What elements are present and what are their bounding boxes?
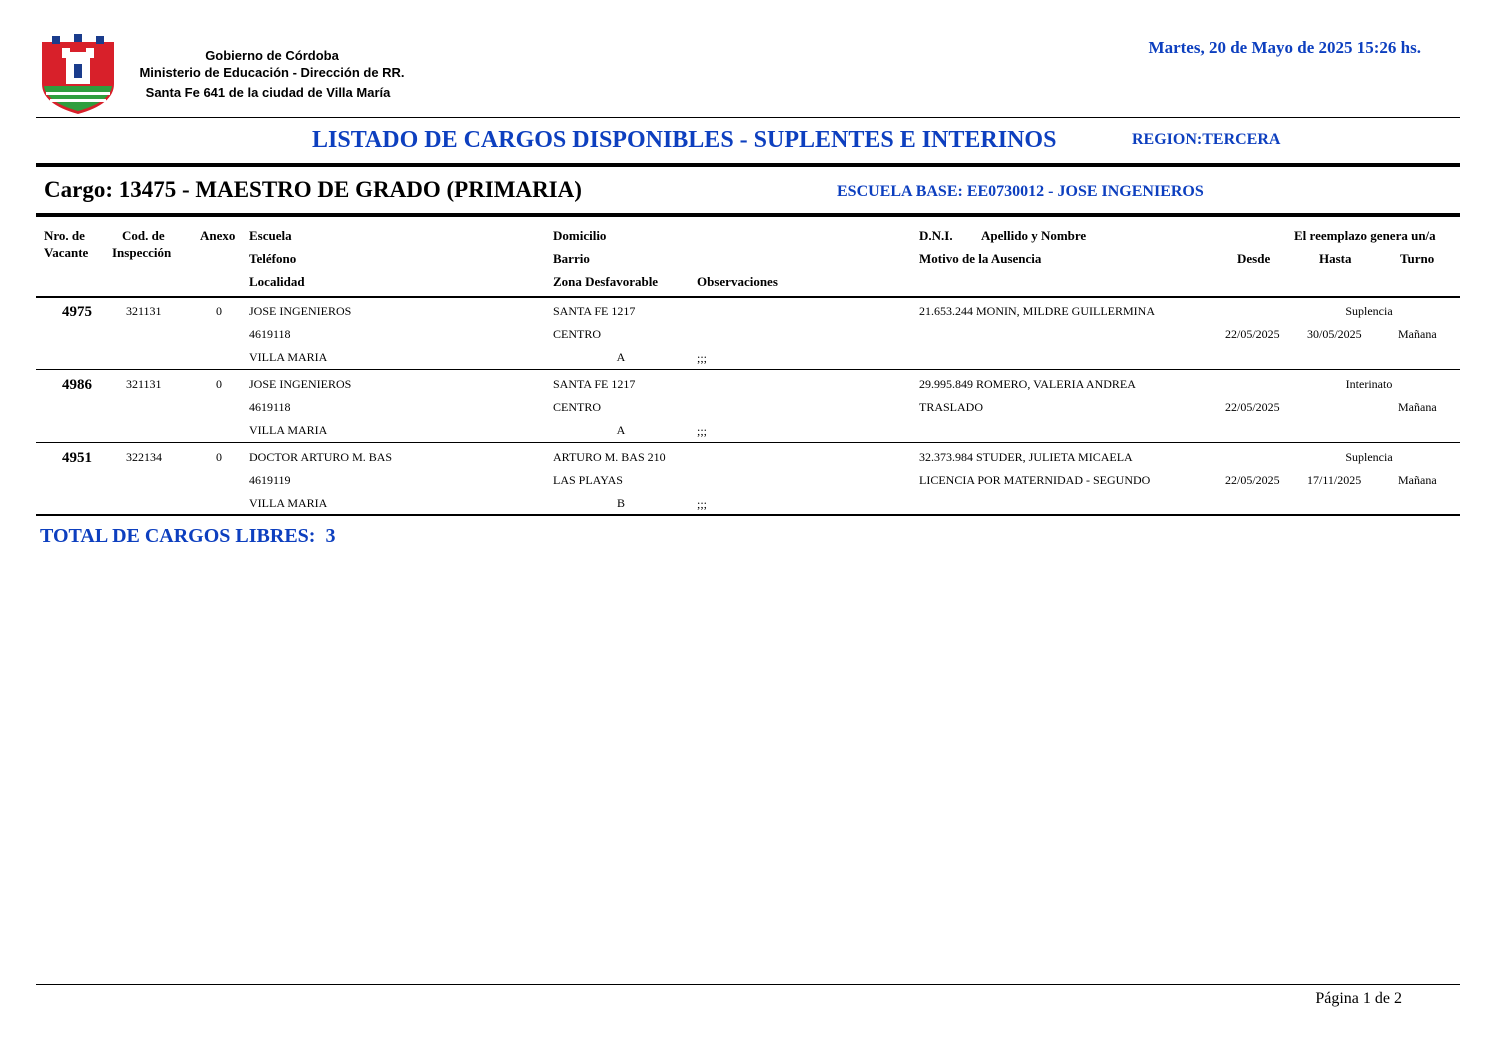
domicilio: SANTA FE 1217 xyxy=(553,304,636,318)
localidad: VILLA MARIA xyxy=(249,496,328,510)
divider xyxy=(36,213,1460,217)
col-barrio: Barrio xyxy=(553,251,590,266)
col-domicilio: Domicilio xyxy=(553,228,607,243)
motivo-ausencia: LICENCIA POR MATERNIDAD - SEGUNDO xyxy=(919,473,1151,487)
fecha-hasta: 17/11/2025 xyxy=(1307,473,1362,487)
col-motivo-ausencia: Motivo de la Ausencia xyxy=(919,251,1042,266)
telefono: 4619118 xyxy=(249,327,291,341)
turno: Mañana xyxy=(1398,327,1437,341)
zona-desfavorable: B xyxy=(616,496,626,510)
escuela: JOSE INGENIEROS xyxy=(249,304,352,318)
col-dni: D.N.I. xyxy=(919,228,953,243)
telefono: 4619118 xyxy=(249,400,291,414)
col-anexo: Anexo xyxy=(200,228,236,243)
col-reemplazo: El reemplazo genera un/a xyxy=(1294,228,1436,243)
escuela: JOSE INGENIEROS xyxy=(249,377,352,391)
barrio: CENTRO xyxy=(553,400,601,414)
barrio: LAS PLAYAS xyxy=(553,473,623,487)
divider xyxy=(36,369,1460,370)
motivo-ausencia: TRASLADO xyxy=(919,400,984,414)
fecha-desde: 22/05/2025 xyxy=(1225,400,1280,414)
fecha-desde: 22/05/2025 xyxy=(1225,327,1280,341)
cordoba-coat-of-arms-logo xyxy=(38,34,118,116)
cod-inspeccion: 321131 xyxy=(126,304,162,318)
cod-inspeccion: 322134 xyxy=(126,450,162,464)
domicilio: ARTURO M. BAS 210 xyxy=(553,450,666,464)
org-address: Santa Fe 641 de la ciudad de Villa María xyxy=(145,85,391,100)
dni-nombre: 32.373.984 STUDER, JULIETA MICAELA xyxy=(919,450,1133,464)
col-cod-inspeccion: Inspección xyxy=(112,245,172,260)
cod-inspeccion: 321131 xyxy=(126,377,162,391)
observaciones: ;;; xyxy=(697,497,708,511)
col-telefono: Teléfono xyxy=(249,251,297,266)
org-name: Gobierno de Córdoba xyxy=(205,48,339,63)
fecha-desde: 22/05/2025 xyxy=(1225,473,1280,487)
telefono: 4619119 xyxy=(249,473,291,487)
total-cargos-libres: TOTAL DE CARGOS LIBRES: 3 xyxy=(40,525,336,547)
col-escuela: Escuela xyxy=(249,228,292,243)
zona-desfavorable: A xyxy=(616,350,626,364)
escuela: DOCTOR ARTURO M. BAS xyxy=(249,450,393,464)
divider xyxy=(36,163,1460,167)
localidad: VILLA MARIA xyxy=(249,350,328,364)
anexo: 0 xyxy=(216,304,222,318)
domicilio: SANTA FE 1217 xyxy=(553,377,636,391)
tipo-reemplazo: Suplencia xyxy=(1345,304,1393,318)
report-title: LISTADO DE CARGOS DISPONIBLES - SUPLENTES E INTERINOS xyxy=(312,127,1057,153)
anexo: 0 xyxy=(216,450,222,464)
page-number: Página 1 de 2 xyxy=(1315,990,1402,1007)
col-observaciones: Observaciones xyxy=(697,274,778,289)
col-apellido-nombre: Apellido y Nombre xyxy=(981,228,1087,243)
cargo-label: Cargo: 13475 - MAESTRO DE GRADO (PRIMARIA) xyxy=(44,177,582,202)
divider xyxy=(36,296,1460,298)
turno: Mañana xyxy=(1398,400,1437,414)
vacante-number: 4951 xyxy=(62,450,92,466)
region-label: REGION:TERCERA xyxy=(1132,131,1281,148)
tipo-reemplazo: Interinato xyxy=(1345,377,1393,391)
zona-desfavorable: A xyxy=(616,423,626,437)
tipo-reemplazo: Suplencia xyxy=(1345,450,1393,464)
org-ministry: Ministerio de Educación - Dirección de RR. xyxy=(139,65,405,80)
escuela-base-label: ESCUELA BASE: EE0730012 - JOSE INGENIEROS xyxy=(837,183,1204,200)
col-nro-vacante: Vacante xyxy=(44,245,89,260)
col-zona-desfavorable: Zona Desfavorable xyxy=(553,274,659,289)
dni-nombre: 29.995.849 ROMERO, VALERIA ANDREA xyxy=(919,377,1136,391)
divider xyxy=(36,442,1460,443)
report-datetime: Martes, 20 de Mayo de 2025 15:26 hs. xyxy=(1148,38,1421,57)
col-nro-vacante: Nro. de xyxy=(44,228,85,243)
anexo: 0 xyxy=(216,377,222,391)
fecha-hasta: 30/05/2025 xyxy=(1307,327,1362,341)
col-hasta: Hasta xyxy=(1319,251,1352,266)
turno: Mañana xyxy=(1398,473,1437,487)
col-desde: Desde xyxy=(1237,251,1271,266)
col-cod-inspeccion: Cod. de xyxy=(122,228,165,243)
barrio: CENTRO xyxy=(553,327,601,341)
footer-divider xyxy=(36,984,1460,985)
dni-nombre: 21.653.244 MONIN, MILDRE GUILLERMINA xyxy=(919,304,1155,318)
vacante-number: 4986 xyxy=(62,377,92,393)
vacante-number: 4975 xyxy=(62,304,92,320)
divider xyxy=(36,514,1460,516)
observaciones: ;;; xyxy=(697,424,708,438)
localidad: VILLA MARIA xyxy=(249,423,328,437)
observaciones: ;;; xyxy=(697,351,708,365)
divider xyxy=(36,117,1460,118)
col-localidad: Localidad xyxy=(249,274,305,289)
col-turno: Turno xyxy=(1400,251,1435,266)
